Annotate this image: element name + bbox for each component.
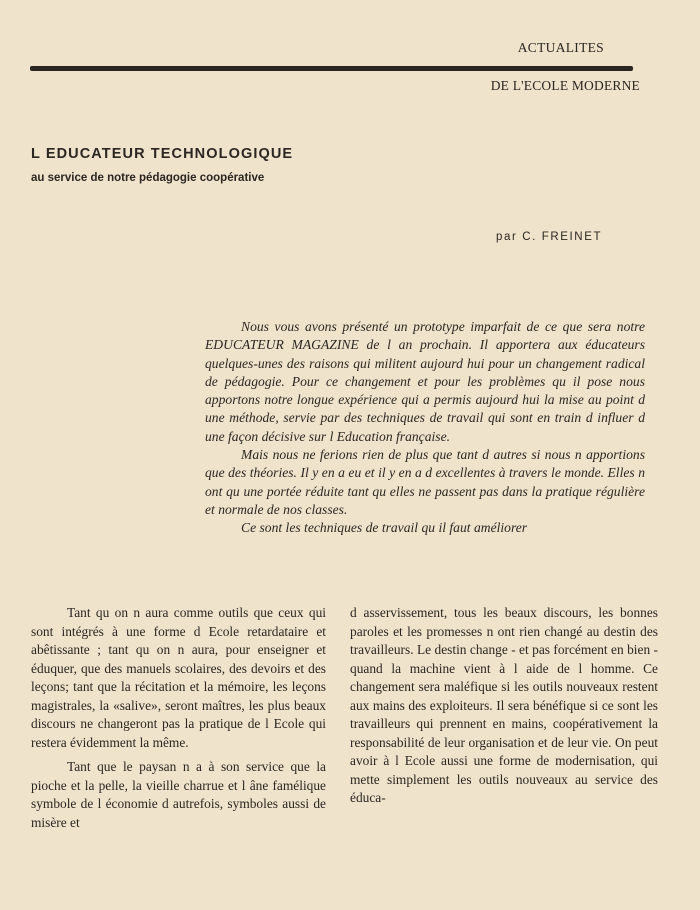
article-title: L EDUCATEUR TECHNOLOGIQUE bbox=[31, 146, 294, 162]
article-intro bbox=[205, 318, 645, 538]
body-paragraph: Tant que le paysan n a à son service que la pioche et la pelle, la vieille charrue et l âne famélique symbole de l économie d autrefois, symboles aussi de misère et bbox=[31, 759, 326, 830]
section-heading-bottom: DE L'ECOLE MODERNE bbox=[490, 78, 640, 93]
article-byline: par C. FREINET bbox=[496, 231, 603, 243]
body-paragraph: d asservissement, tous les beaux discours, les bonnes paroles et les promesses n ont rien changé au destin des travailleurs. Le destin change - et pas forcément en bien - quand la machine vient à l aide de l homme. Ce changement sera maléfique si les outils nouveaux restent aux mains des exploiteurs. Il sera bénéfique si ce sont les travailleurs qui prennent en mains, coopérativement la responsabilité de leur organisation et de leur vie. On peut avoir à l Ecole aussi une forme de modernisation, qui mette simplement les outils nouveaux au service des éduca- bbox=[350, 605, 658, 805]
section-heading-top: ACTUALITES bbox=[517, 40, 604, 55]
intro-paragraph: Ce sont les techniques de travail qu il faut améliorer bbox=[241, 520, 528, 536]
intro-paragraph: Mais nous ne ferions rien de plus que tant d autres si nous n apportions que des théories. Il y en a eu et il y en a d excellentes à travers le monde. Elles n ont qu une portée réduite tant qu elles ne passent pas dans la pratique régulière et normale de nos classes. bbox=[205, 447, 645, 517]
header-rule bbox=[30, 66, 633, 71]
body-column-right bbox=[350, 604, 658, 808]
intro-paragraph: Nous vous avons présenté un prototype imparfait de ce que sera notre EDUCATEUR MAGAZINE de l an prochain. Il apportera aux éducateurs quelques-unes des raisons qui militent aujourd hui pour un changement radical de pédagogie. Pour ce changement et pour les problèmes qu il pose nous apportons notre longue expérience qui a permis aujourd hui la mise au point d une méthode, servie par des techniques de travail qui sont en train d influer d une façon décisive sur l Education française. bbox=[205, 319, 645, 444]
article-subtitle: au service de notre pédagogie coopérative bbox=[31, 172, 265, 184]
body-column-left bbox=[31, 604, 326, 832]
body-paragraph: Tant qu on n aura comme outils que ceux qui sont intégrés à une forme d Ecole retardataire et abêtissante ; tant qu on n aura, pour enseigner et éduquer, que des manuels scolaires, des devoirs et des leçons; tant que la récitation et la mémoire, les leçons magistrales, la «salive», seront maîtres, les plus beaux discours ne changeront pas la pratique de l Ecole qui restera évidemment la même. bbox=[31, 605, 326, 750]
